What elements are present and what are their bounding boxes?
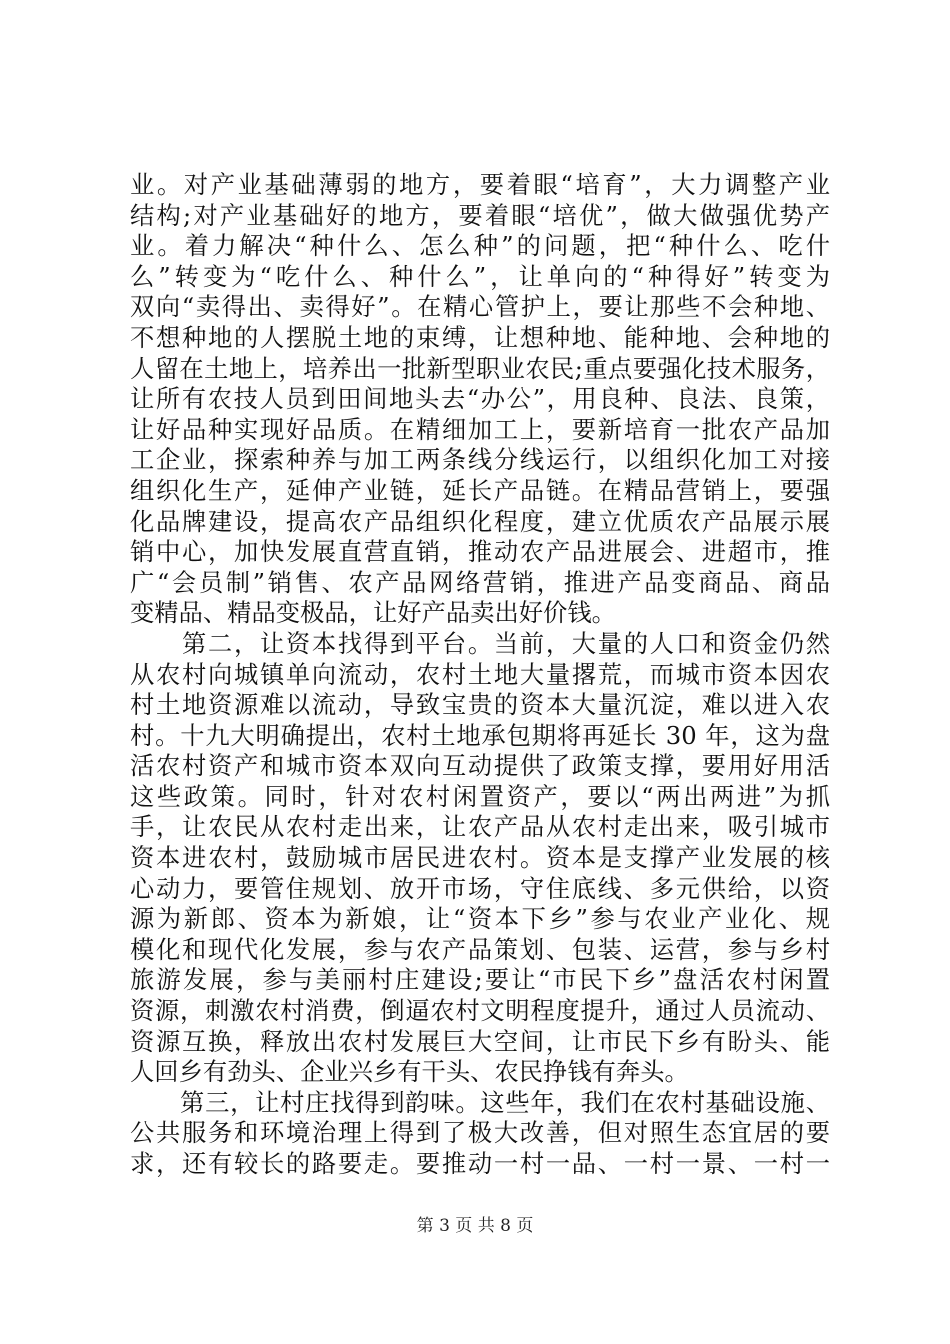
text-line: 源为新郎、资本为新娘，让“资本下乡”参与农业产业化、规 [130, 904, 830, 934]
text-line: 求，还有较长的路要走。要推动一村一品、一村一景、一村一 [130, 1149, 830, 1178]
text-line: 资源，刺激农村消费，倒逼农村文明程度提升，通过人员流动、 [130, 996, 830, 1026]
text-line: 业。着力解决“种什么、怎么种”的问题，把“种什么、吃什 [130, 231, 830, 261]
text-line: 村土地资源难以流动，导致宝贵的资本大量沉淀，难以进入农 [130, 690, 830, 720]
text-line: 公共服务和环境治理上得到了极大改善，但对照生态宜居的要 [130, 1118, 830, 1148]
paragraph-end-line: 人回乡有劲头、企业兴乡有干头、农民挣钱有奔头。 [130, 1057, 689, 1087]
paragraph-start-line: 第三，让村庄找得到韵味。这些年，我们在农村基础设施、 [130, 1087, 830, 1117]
document-body [130, 170, 830, 1180]
text-line: 让所有农技人员到田间地头去“办公”，用良种、良法、良策， [130, 384, 830, 414]
text-line: 么”转变为“吃什么、种什么”，让单向的“种得好”转变为 [130, 261, 830, 291]
text-line: 工企业，探索种养与加工两条线分线运行，以组织化加工对接 [130, 445, 830, 475]
text-line: 双向“卖得出、卖得好”。在精心管护上，要让那些不会种地、 [130, 292, 830, 322]
text-line: 组织化生产，延伸产业链，延长产品链。在精品营销上，要强 [130, 475, 830, 505]
text-line: 不想种地的人摆脱土地的束缚，让想种地、能种地、会种地的 [130, 322, 830, 352]
text-line: 化品牌建设，提高农产品组织化程度，建立优质农产品展示展 [130, 506, 830, 536]
text-line: 这些政策。同时，针对农村闲置资产，要以“两出两进”为抓 [130, 781, 830, 811]
text-line: 资本进农村，鼓励城市居民进农村。资本是支撑产业发展的核 [130, 843, 830, 873]
text-line: 从农村向城镇单向流动，农村土地大量撂荒，而城市资本因农 [130, 659, 830, 689]
text-line: 结构;对产业基础好的地方，要着眼“培优”，做大做强优势产 [130, 200, 830, 230]
text-line: 资源互换，释放出农村发展巨大空间，让市民下乡有盼头、能 [130, 1026, 830, 1056]
text-line: 人留在土地上，培养出一批新型职业农民;重点要强化技术服务， [130, 353, 830, 383]
text-line: 模化和现代化发展，参与农产品策划、包装、运营，参与乡村 [130, 934, 830, 964]
page-number-footer: 第 3 页 共 8 页 [416, 1216, 534, 1236]
text-line: 活农村资产和城市资本双向互动提供了政策支撑，要用好用活 [130, 751, 830, 781]
text-line: 心动力，要管住规划、放开市场，守住底线、多元供给，以资 [130, 873, 830, 903]
paragraph-end-line: 变精品、精品变极品，让好产品卖出好价钱。 [130, 598, 616, 628]
text-line: 销中心，加快发展直营直销，推动农产品进展会、进超市，推 [130, 537, 830, 567]
text-line: 旅游发展，参与美丽村庄建设;要让“市民下乡”盘活农村闲置 [130, 965, 830, 995]
text-line: 业。对产业基础薄弱的地方，要着眼“培育”，大力调整产业 [130, 170, 830, 199]
paragraph-start-line: 第二，让资本找得到平台。当前，大量的人口和资金仍然 [130, 628, 830, 658]
text-line: 广“会员制”销售、农产品网络营销，推进产品变商品、商品 [130, 567, 830, 597]
text-line: 村。十九大明确提出，农村土地承包期将再延长 30 年，这为盘 [130, 720, 830, 750]
text-line: 手，让农民从农村走出来，让农产品从农村走出来，吸引城市 [130, 812, 830, 842]
text-line: 让好品种实现好品质。在精细加工上，要新培育一批农产品加 [130, 414, 830, 444]
